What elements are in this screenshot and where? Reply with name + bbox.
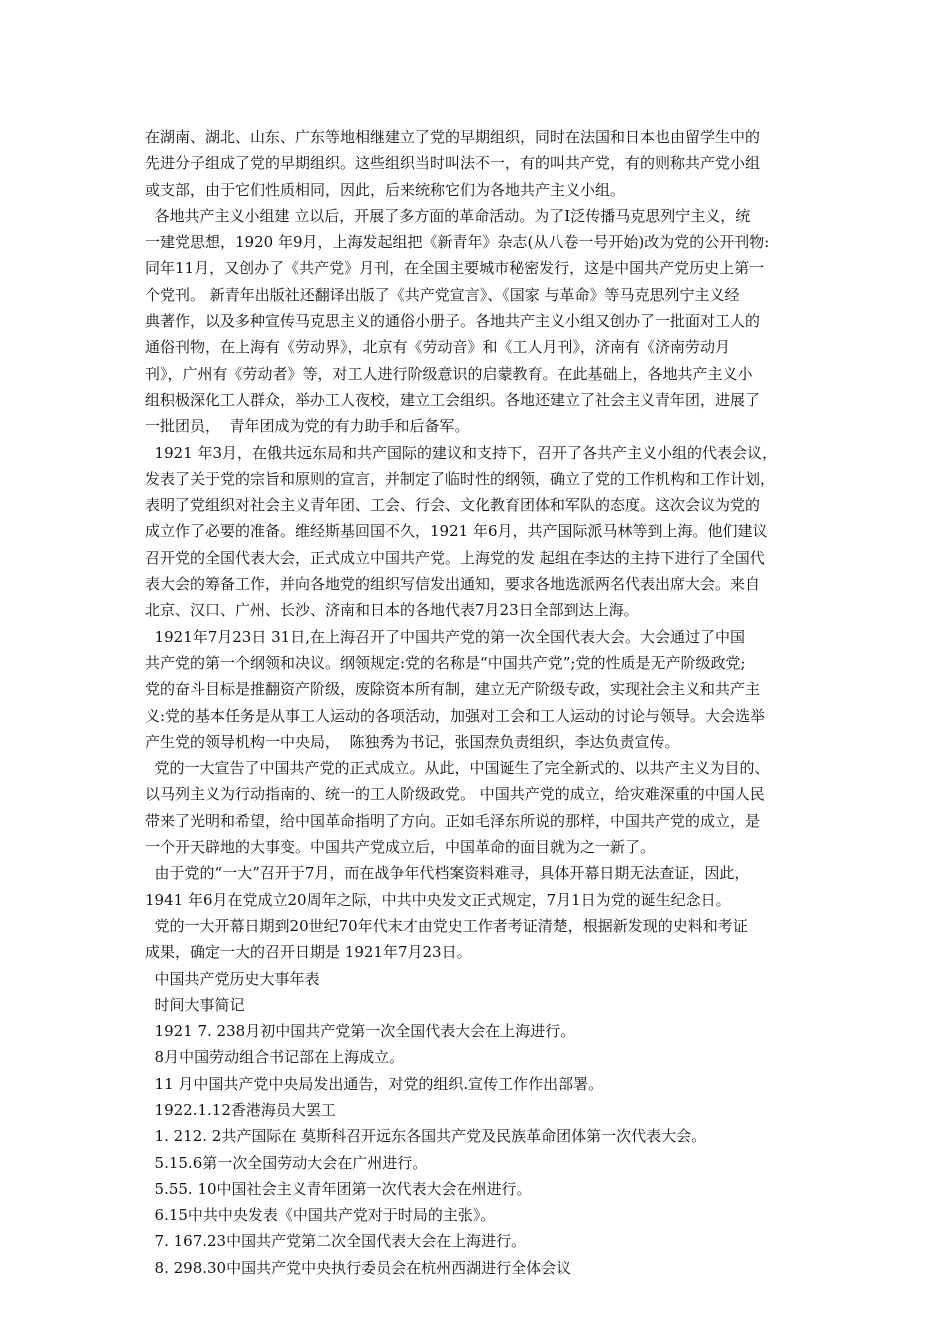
text-line: 刊》，广州有《劳动者》等，对工人进行阶级意识的启蒙教育。在此基础上，各地共产主义小 bbox=[145, 364, 753, 383]
text-line: 召开党的全国代表大会，正式成立中国共产党。上海党的发 起组在李达的主持下进行了全国代 bbox=[145, 548, 765, 567]
text-line: 表大会的筹备工作，并向各地党的组织写信发出通知，要求各地选派两名代表出席大会。来自 bbox=[145, 575, 761, 594]
text-line: 共产党的第一个纲领和决议。纲领规定:党的名称是“中国共产党”;党的性质是无产阶级政党; bbox=[145, 653, 746, 672]
text-line: 党的一大开幕日期到20世纪70年代末才由党史工作者考证清楚，根据新发现的史料和考证 bbox=[145, 916, 748, 935]
text-line: 成果，确定一大的召开日期是 1921年7月23日。 bbox=[145, 943, 472, 962]
text-line: 8月中国劳动组合书记部在上海成立。 bbox=[145, 1048, 405, 1067]
text-line: 5.55. 10中国社会主义青年团第一次代表大会在州进行。 bbox=[145, 1179, 532, 1198]
text-line: 6.15中共中央发表《中国共产党对于时局的主张》。 bbox=[145, 1206, 496, 1225]
text-line: 北京、汉口、广州、长沙、济南和日本的各地代表7月23日全部到达上海。 bbox=[145, 601, 639, 620]
text-line: 带来了光明和希望，给中国革命指明了方向。正如毛泽东所说的那样，中国共产党的成立，是 bbox=[145, 811, 761, 830]
text-line: 1921 7. 238月初中国共产党第一次全国代表大会在上海进行。 bbox=[145, 1022, 576, 1041]
text-line: 5.15.6第一次全国劳动大会在广州进行。 bbox=[145, 1153, 428, 1172]
text-line: 7. 167.23中国共产党第二次全国代表大会在上海进行。 bbox=[145, 1232, 527, 1251]
text-line: 时间大事简记 bbox=[145, 995, 245, 1014]
text-line: 1. 212. 2共产国际在 莫斯科召开远东各国共产党及民族革命团体第一次代表大会。 bbox=[145, 1127, 707, 1146]
text-line: 由于党的“一大”召开于7月，而在战争年代档案资料难寻，具体开幕日期无法查证，因此， bbox=[145, 864, 750, 883]
text-line: 义:党的基本任务是从事工人运动的各项活动，加强对工会和工人运动的讨论与领导。大会选举 bbox=[145, 706, 766, 725]
text-line: 以马列主义为行动指南的、统一的工人阶级政党。 中国共产党的成立，给灾难深重的中国人民 bbox=[145, 785, 765, 804]
text-line: 1921 年3月，在俄共远东局和共产国际的建议和支持下，召开了各共产主义小组的代表会议， bbox=[145, 443, 778, 462]
text-line: 党的一大宣告了中国共产党的正式成立。从此，中国诞生了完全新式的、以共产主义为目的、 bbox=[145, 759, 770, 778]
text-line: 或支部，由于它们性质相同，因此，后来统称它们为各地共产主义小组。 bbox=[145, 180, 626, 199]
text-line: 组积极深化工人群众，举办工人夜校，建立工会组织。各地还建立了社会主义青年团，进展了 bbox=[145, 390, 761, 409]
text-line: 一个开天辟地的大事变。中国共产党成立后，中国革命的面目就为之一新了。 bbox=[145, 838, 656, 857]
text-line: 在湖南、湖北、山东、广东等地相继建立了党的早期组织，同时在法国和日本也由留学生中的 bbox=[145, 128, 761, 146]
text-line: 8. 298.30中国共产党中央执行委员会在杭州西湖进行全体会议 bbox=[145, 1258, 572, 1277]
text-line: 个党刊。 新青年出版社还翻译出版了《共产党宣言》、《国家 与革命》等马克思列宁主义经 bbox=[145, 285, 740, 304]
text-line: 同年11月，又创办了《共产党》月刊，在全国主要城市秘密发行，这是中国共产党历史上第一 bbox=[145, 259, 765, 278]
text-line: 发表了关于党的宗旨和原则的宣言，并制定了临时性的纲领，确立了党的工作机构和工作计划， bbox=[145, 469, 776, 488]
text-line: 通俗刊物，在上海有《劳动界》，北京有《劳动音》和《工人月刊》，济南有《济南劳动月 bbox=[145, 338, 731, 357]
text-line: 11 月中国共产党中央局发出通告，对党的组织.宣传工作作出部署。 bbox=[145, 1074, 604, 1093]
document-page bbox=[145, 124, 813, 1281]
text-line: 成立作了必要的准备。维经斯基回国不久，1921 年6月，共产国际派马林等到上海。他们建议 bbox=[145, 522, 768, 541]
text-line: 1921年7月23日 31日,在上海召开了中国共产党的第一次全国代表大会。大会通过了中国 bbox=[145, 627, 745, 646]
text-line: 1941 年6月在党成立20周年之际，中共中央发文正式规定，7月1日为党的诞生纪念日。 bbox=[145, 890, 731, 909]
text-line: 先进分子组成了党的早期组织。这些组织当时叫法不一，有的叫共产党，有的则称共产党小组 bbox=[145, 154, 761, 173]
text-line: 产生党的领导机构一中央局， 陈独秀为书记，张国焘负责组织，李达负责宣传。 bbox=[145, 732, 680, 751]
text-line: 一批团员， 青年团成为党的有力助手和后备军。 bbox=[145, 417, 470, 436]
text-line: 党的奋斗目标是推翻资产阶级，废除资本所有制，建立无产阶级专政，实现社会主义和共产主 bbox=[145, 680, 761, 699]
text-line: 1922.1.12香港海员大罢工 bbox=[145, 1100, 336, 1119]
text-line: 表明了党组织对社会主义青年团、工会、行会、文化教育团体和军队的态度。这次会议为党的 bbox=[145, 496, 761, 515]
text-line: 中国共产党历史大事年表 bbox=[145, 969, 320, 988]
text-line: 一建党思想，1920 年9月，上海发起组把《新青年》杂志(从八卷一号开始)改为党的公开刊物: bbox=[145, 233, 770, 252]
text-line: 各地共产主义小组建 立以后，开展了多方面的革命活动。为了Ⅰ泛传播马克思列宁主义，统 bbox=[145, 206, 751, 225]
text-line: 典著作，以及多种宣传马克思主义的通俗小册子。各地共产主义小组又创办了一批面对工人的 bbox=[145, 312, 761, 331]
